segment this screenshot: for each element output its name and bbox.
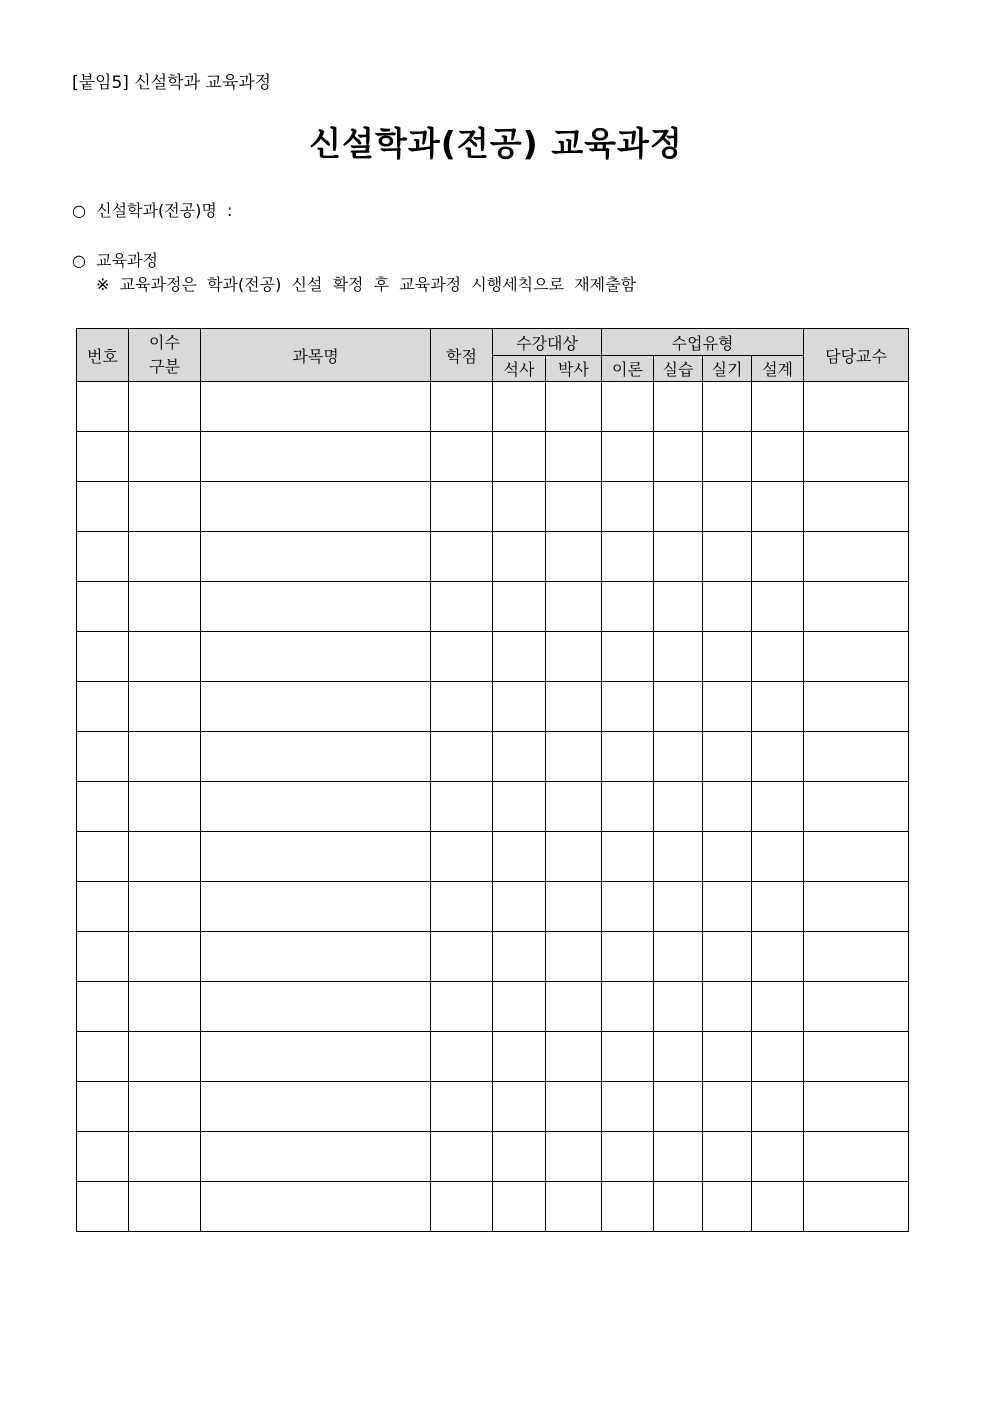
header-no: 번호 (77, 329, 129, 382)
header-credit: 학점 (431, 329, 493, 382)
table-row (77, 632, 909, 682)
cell-professor[interactable] (804, 582, 909, 632)
cell-design[interactable] (752, 482, 804, 532)
cell-doctor[interactable] (546, 932, 602, 982)
cell-skill[interactable] (703, 532, 752, 582)
cell-no[interactable] (77, 1032, 129, 1082)
resubmission-note: ※ 교육과정은 학과(전공) 신설 확정 후 교육과정 시행세칙으로 재제출함 (96, 275, 637, 294)
cell-subject[interactable] (201, 1032, 431, 1082)
cell-credit[interactable] (431, 782, 493, 832)
cell-doctor[interactable] (546, 682, 602, 732)
cell-credit[interactable] (431, 582, 493, 632)
cell-master[interactable] (493, 732, 546, 782)
cell-master[interactable] (493, 932, 546, 982)
table-body (77, 382, 909, 1232)
cell-practice[interactable] (654, 632, 703, 682)
cell-practice[interactable] (654, 1082, 703, 1132)
cell-professor[interactable] (804, 632, 909, 682)
page-title: 신설학과(전공) 교육과정 (309, 124, 683, 163)
cell-no[interactable] (77, 382, 129, 432)
cell-professor[interactable] (804, 382, 909, 432)
cell-design[interactable] (752, 1082, 804, 1132)
cell-credit[interactable] (431, 1032, 493, 1082)
cell-category[interactable] (129, 682, 201, 732)
cell-subject[interactable] (201, 732, 431, 782)
cell-subject[interactable] (201, 682, 431, 732)
cell-credit[interactable] (431, 982, 493, 1032)
cell-theory[interactable] (602, 432, 654, 482)
header-category-line1: 이수 (149, 333, 180, 352)
cell-skill[interactable] (703, 1082, 752, 1132)
cell-credit[interactable] (431, 1082, 493, 1132)
cell-no[interactable] (77, 982, 129, 1032)
cell-no[interactable] (77, 432, 129, 482)
cell-practice[interactable] (654, 682, 703, 732)
cell-category[interactable] (129, 932, 201, 982)
cell-professor[interactable] (804, 432, 909, 482)
cell-credit[interactable] (431, 682, 493, 732)
cell-doctor[interactable] (546, 632, 602, 682)
cell-subject[interactable] (201, 1182, 431, 1232)
cell-master[interactable] (493, 1132, 546, 1182)
cell-professor[interactable] (804, 882, 909, 932)
cell-doctor[interactable] (546, 1182, 602, 1232)
cell-theory[interactable] (602, 882, 654, 932)
cell-no[interactable] (77, 932, 129, 982)
cell-skill[interactable] (703, 932, 752, 982)
cell-doctor[interactable] (546, 582, 602, 632)
cell-no[interactable] (77, 782, 129, 832)
table-row (77, 732, 909, 782)
cell-professor[interactable] (804, 1032, 909, 1082)
cell-category[interactable] (129, 1082, 201, 1132)
cell-credit[interactable] (431, 882, 493, 932)
cell-practice[interactable] (654, 1132, 703, 1182)
cell-category[interactable] (129, 482, 201, 532)
header-professor: 담당교수 (804, 329, 909, 382)
table-row (77, 382, 909, 432)
cell-subject[interactable] (201, 482, 431, 532)
cell-skill[interactable] (703, 832, 752, 882)
cell-theory[interactable] (602, 982, 654, 1032)
cell-category[interactable] (129, 832, 201, 882)
header-type-theory: 이론 (602, 356, 654, 382)
cell-doctor[interactable] (546, 832, 602, 882)
header-category-line2: 구분 (149, 357, 180, 376)
cell-design[interactable] (752, 432, 804, 482)
cell-master[interactable] (493, 982, 546, 1032)
cell-master[interactable] (493, 382, 546, 432)
cell-skill[interactable] (703, 732, 752, 782)
cell-theory[interactable] (602, 482, 654, 532)
cell-professor[interactable] (804, 932, 909, 982)
cell-category[interactable] (129, 1132, 201, 1182)
cell-credit[interactable] (431, 432, 493, 482)
cell-master[interactable] (493, 532, 546, 582)
cell-professor[interactable] (804, 832, 909, 882)
cell-subject[interactable] (201, 932, 431, 982)
cell-skill[interactable] (703, 432, 752, 482)
cell-category[interactable] (129, 782, 201, 832)
cell-subject[interactable] (201, 582, 431, 632)
cell-design[interactable] (752, 682, 804, 732)
cell-design[interactable] (752, 532, 804, 582)
cell-subject[interactable] (201, 1082, 431, 1132)
cell-credit[interactable] (431, 482, 493, 532)
cell-no[interactable] (77, 532, 129, 582)
table-row (77, 782, 909, 832)
cell-subject[interactable] (201, 532, 431, 582)
cell-skill[interactable] (703, 782, 752, 832)
cell-theory[interactable] (602, 582, 654, 632)
cell-no[interactable] (77, 882, 129, 932)
cell-professor[interactable] (804, 1132, 909, 1182)
cell-master[interactable] (493, 632, 546, 682)
cell-theory[interactable] (602, 632, 654, 682)
cell-doctor[interactable] (546, 982, 602, 1032)
cell-master[interactable] (493, 482, 546, 532)
cell-credit[interactable] (431, 532, 493, 582)
header-type-design: 설계 (752, 356, 804, 382)
table-row (77, 832, 909, 882)
cell-professor[interactable] (804, 682, 909, 732)
cell-skill[interactable] (703, 482, 752, 532)
cell-skill[interactable] (703, 1182, 752, 1232)
cell-master[interactable] (493, 1032, 546, 1082)
cell-professor[interactable] (804, 982, 909, 1032)
cell-theory[interactable] (602, 682, 654, 732)
cell-practice[interactable] (654, 832, 703, 882)
cell-doctor[interactable] (546, 532, 602, 582)
cell-category[interactable] (129, 582, 201, 632)
table-row (77, 1082, 909, 1132)
curriculum-line: ○ 교육과정 (72, 251, 158, 270)
cell-category[interactable] (129, 382, 201, 432)
cell-category[interactable] (129, 432, 201, 482)
cell-master[interactable] (493, 782, 546, 832)
cell-practice[interactable] (654, 382, 703, 432)
cell-design[interactable] (752, 782, 804, 832)
cell-theory[interactable] (602, 1182, 654, 1232)
cell-practice[interactable] (654, 1032, 703, 1082)
cell-practice[interactable] (654, 532, 703, 582)
cell-design[interactable] (752, 882, 804, 932)
cell-professor[interactable] (804, 782, 909, 832)
cell-design[interactable] (752, 382, 804, 432)
cell-practice[interactable] (654, 1182, 703, 1232)
table-row (77, 1182, 909, 1232)
cell-practice[interactable] (654, 932, 703, 982)
cell-professor[interactable] (804, 1182, 909, 1232)
cell-category[interactable] (129, 1182, 201, 1232)
cell-skill[interactable] (703, 882, 752, 932)
header-type-practice: 실습 (654, 356, 703, 382)
cell-skill[interactable] (703, 582, 752, 632)
cell-master[interactable] (493, 582, 546, 632)
cell-credit[interactable] (431, 382, 493, 432)
table-row (77, 1132, 909, 1182)
table-row (77, 432, 909, 482)
cell-subject[interactable] (201, 382, 431, 432)
cell-practice[interactable] (654, 482, 703, 532)
cell-master[interactable] (493, 832, 546, 882)
attachment-label: [붙임5] 신설학과 교육과정 (72, 73, 272, 93)
cell-design[interactable] (752, 732, 804, 782)
cell-design[interactable] (752, 982, 804, 1032)
table-row (77, 532, 909, 582)
cell-theory[interactable] (602, 1032, 654, 1082)
cell-professor[interactable] (804, 482, 909, 532)
table-row (77, 882, 909, 932)
cell-professor[interactable] (804, 532, 909, 582)
cell-subject[interactable] (201, 432, 431, 482)
cell-category[interactable] (129, 882, 201, 932)
cell-professor[interactable] (804, 732, 909, 782)
table-row (77, 982, 909, 1032)
header-category (129, 329, 201, 382)
cell-design[interactable] (752, 1032, 804, 1082)
header-target-group: 수강대상 (493, 329, 602, 356)
cell-skill[interactable] (703, 682, 752, 732)
cell-no[interactable] (77, 832, 129, 882)
cell-professor[interactable] (804, 1082, 909, 1132)
cell-practice[interactable] (654, 782, 703, 832)
cell-credit[interactable] (431, 832, 493, 882)
cell-no[interactable] (77, 1182, 129, 1232)
cell-doctor[interactable] (546, 382, 602, 432)
cell-subject[interactable] (201, 632, 431, 682)
cell-category[interactable] (129, 732, 201, 782)
cell-no[interactable] (77, 482, 129, 532)
cell-doctor[interactable] (546, 1082, 602, 1132)
cell-theory[interactable] (602, 932, 654, 982)
table-row (77, 482, 909, 532)
cell-practice[interactable] (654, 432, 703, 482)
cell-skill[interactable] (703, 982, 752, 1032)
cell-design[interactable] (752, 1132, 804, 1182)
cell-design[interactable] (752, 632, 804, 682)
cell-theory[interactable] (602, 832, 654, 882)
cell-category[interactable] (129, 982, 201, 1032)
cell-subject[interactable] (201, 832, 431, 882)
cell-no[interactable] (77, 1132, 129, 1182)
cell-no[interactable] (77, 682, 129, 732)
cell-doctor[interactable] (546, 432, 602, 482)
cell-category[interactable] (129, 632, 201, 682)
cell-design[interactable] (752, 582, 804, 632)
cell-doctor[interactable] (546, 482, 602, 532)
cell-doctor[interactable] (546, 782, 602, 832)
cell-credit[interactable] (431, 732, 493, 782)
header-target-master: 석사 (493, 356, 546, 382)
cell-no[interactable] (77, 632, 129, 682)
table-row (77, 682, 909, 732)
cell-skill[interactable] (703, 1032, 752, 1082)
cell-master[interactable] (493, 432, 546, 482)
table-row (77, 1032, 909, 1082)
cell-no[interactable] (77, 732, 129, 782)
cell-design[interactable] (752, 932, 804, 982)
header-type-skill: 실기 (703, 356, 752, 382)
cell-subject[interactable] (201, 782, 431, 832)
cell-subject[interactable] (201, 882, 431, 932)
header-subject: 과목명 (201, 329, 431, 382)
cell-practice[interactable] (654, 882, 703, 932)
cell-theory[interactable] (602, 1132, 654, 1182)
cell-subject[interactable] (201, 1132, 431, 1182)
cell-theory[interactable] (602, 782, 654, 832)
cell-category[interactable] (129, 1032, 201, 1082)
cell-theory[interactable] (602, 1082, 654, 1132)
cell-no[interactable] (77, 1082, 129, 1132)
curriculum-table (76, 328, 909, 1232)
cell-master[interactable] (493, 682, 546, 732)
cell-master[interactable] (493, 1182, 546, 1232)
header-type-group: 수업유형 (602, 329, 804, 356)
cell-skill[interactable] (703, 382, 752, 432)
cell-credit[interactable] (431, 1182, 493, 1232)
cell-design[interactable] (752, 832, 804, 882)
department-name-line: ○ 신설학과(전공)명 : (72, 201, 233, 220)
cell-practice[interactable] (654, 732, 703, 782)
cell-skill[interactable] (703, 1132, 752, 1182)
cell-credit[interactable] (431, 1132, 493, 1182)
cell-category[interactable] (129, 532, 201, 582)
cell-doctor[interactable] (546, 1032, 602, 1082)
cell-doctor[interactable] (546, 882, 602, 932)
cell-theory[interactable] (602, 532, 654, 582)
table-row (77, 582, 909, 632)
cell-credit[interactable] (431, 932, 493, 982)
cell-theory[interactable] (602, 382, 654, 432)
cell-doctor[interactable] (546, 732, 602, 782)
cell-master[interactable] (493, 882, 546, 932)
table-row (77, 932, 909, 982)
cell-design[interactable] (752, 1182, 804, 1232)
cell-credit[interactable] (431, 632, 493, 682)
cell-subject[interactable] (201, 982, 431, 1032)
cell-doctor[interactable] (546, 1132, 602, 1182)
cell-master[interactable] (493, 1082, 546, 1132)
cell-skill[interactable] (703, 632, 752, 682)
cell-no[interactable] (77, 582, 129, 632)
header-target-doctor: 박사 (546, 356, 602, 382)
cell-practice[interactable] (654, 982, 703, 1032)
cell-practice[interactable] (654, 582, 703, 632)
cell-theory[interactable] (602, 732, 654, 782)
